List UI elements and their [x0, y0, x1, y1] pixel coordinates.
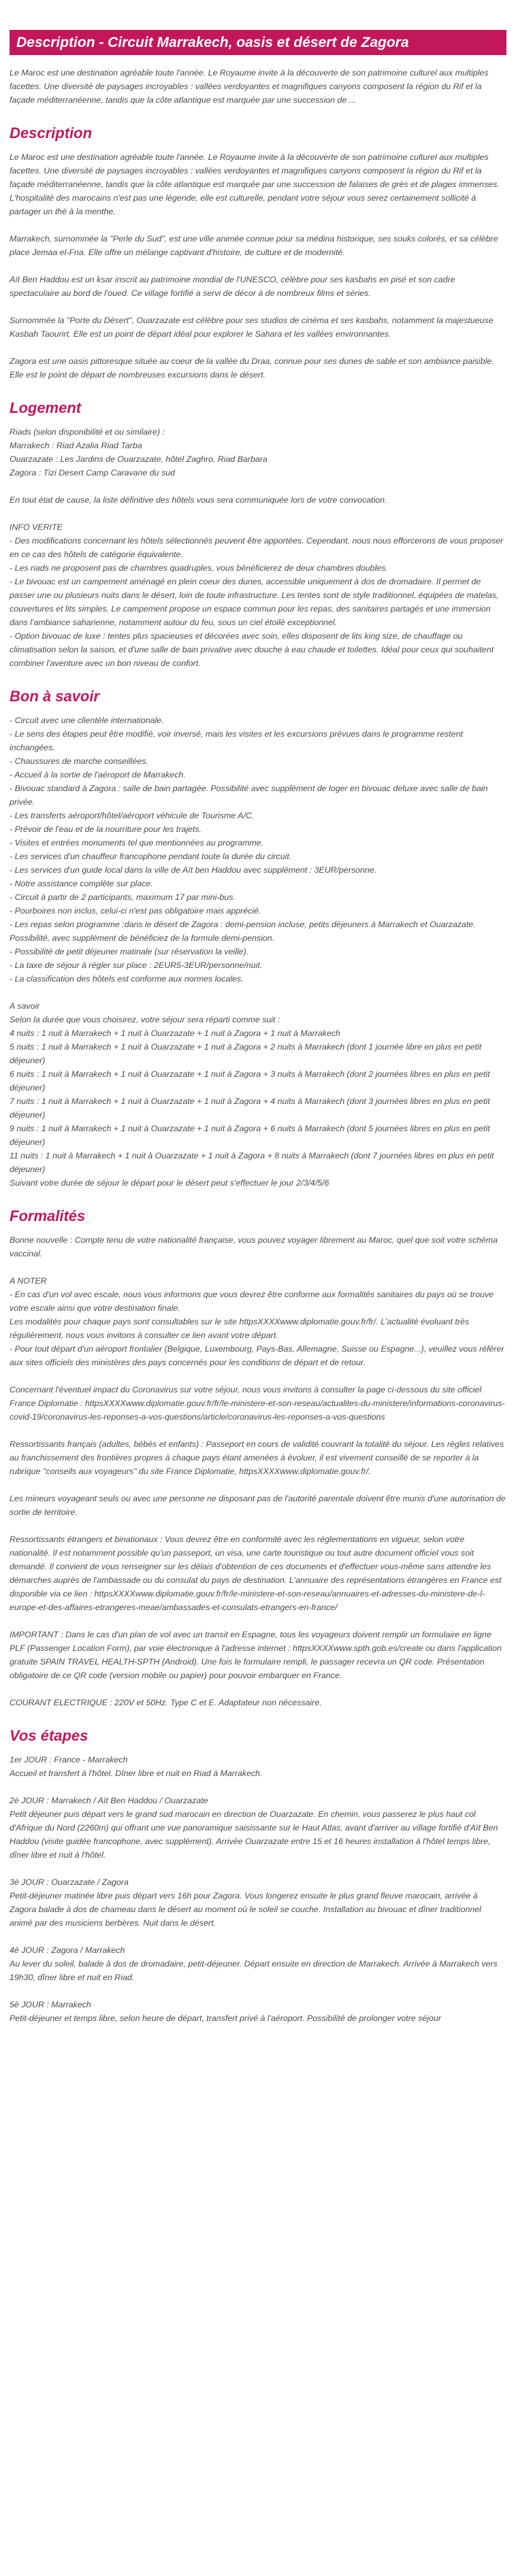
bon-a-savoir-item: - Notre assistance complète sur place.	[10, 879, 153, 888]
info-verite	[10, 520, 506, 670]
a-savoir-line: 9 nuits : 1 nuit à Marrakech + 1 nuit à Ouarzazate + 1 nuit à Zagora + 6 nuits à Marrakech (dont 5 journées libres en plus en petit déjeuner)	[10, 1124, 490, 1147]
a-savoir-line: Suivant votre durée de séjour le départ pour le désert peut s'effectuer le jour 2/3/4/5/6	[10, 1178, 329, 1188]
page-title: Description - Circuit Marrakech, oasis et désert de Zagora	[10, 30, 506, 55]
etape-day-title: 3è JOUR : Ouarzazate / Zagora	[10, 1877, 129, 1887]
etape-day-text: Petit-déjeuner matinée libre puis départ vers 16h pour Zagora. Vous longerez ensuite le plus grand fleuve marocain, arrivée à Zagora balade à dos de chameau dans le désert au moment où le soleil se couche. Installation au bivouac et dîner traditionnel animé par des musiciens berbères. Nuit dans le désert.	[10, 1891, 481, 1928]
bon-a-savoir-list	[10, 714, 506, 986]
a-savoir-line: 7 nuits : 1 nuit à Marrakech + 1 nuit à Ouarzazate + 1 nuit à Zagora + 4 nuits à Marrakech (dont 3 journées libres en plus en petit déjeuner)	[10, 1097, 490, 1120]
section-heading-vos-etapes: Vos étapes	[10, 1727, 88, 1744]
bon-a-savoir-item: - Possibilité de petit déjeuner matinale (sur réservation la veille).	[10, 947, 249, 956]
bon-a-savoir-item: - Les services d'un guide local dans la ville de Aït ben Haddou avec supplément : 3EUR/personne.	[10, 865, 377, 875]
section-heading-description: Description	[10, 124, 93, 141]
etape-day-text: Au lever du soleil, balade à dos de dromadaire, petit-déjeuner. Départ ensuite en direction de Marrakech. Arrivée à Marrakech vers 19h30, dîner libre et nuit en Riad.	[10, 1959, 498, 1982]
bon-a-savoir-item: - Les repas selon programme :dans le désert de Zagora : demi-pension incluse, petits déjeuners à Marrakech et Ouarzazate. Possibilité, avec supplément de bénéficiez de la formule demi-pension.	[10, 920, 476, 943]
bon-a-savoir-item: - Circuit avec une clientèle internationale.	[10, 716, 164, 725]
a-noter-line: - Pour tout départ d'un aéroport frontalier (Belgique, Luxembourg, Pays-Bas, Allemagne, Suisse ou Espagne...), veuillez vous référer aux sites officiels des ministères des pays concernés pour les conditions de départ et de retour.	[10, 1344, 504, 1367]
page	[0, 30, 516, 2025]
description-paragraph: Surnommée la "Porte du Désert", Ouarzazate est célèbre pour ses studios de cinéma et ses kasbahs, notamment la majestueuse Kasbah Taourirt. Elle est un point de départ idéal pour explorer le Sahara et les vallées environnantes.	[10, 316, 494, 339]
description-paragraph: Marrakech, surnommée la "Perle du Sud", est une ville animée connue pour sa médina historique, ses souks colorés, et sa célèbre place Jemaa el-Fna. Elle offre un mélange captivant d'histoire, de culture et de modernité.	[10, 234, 498, 257]
bon-a-savoir-item: - Pourboires non inclus, celui-ci n'est pas obligatoire mais apprécié.	[10, 906, 261, 916]
etape-day-text: Accueil et transfert à l'hôtel. Dîner libre et nuit en Riad à Marrakech.	[10, 1769, 263, 1778]
description-paragraph: Aït Ben Haddou est un ksar inscrit au patrimoine mondial de l'UNESCO, célèbre pour ses kasbahs en pisé et son cadre spectaculaire au bord de l'oued. Ce village fortifié a servi de décor à de nombreux films et séries.	[10, 275, 455, 298]
formalites-intro: Bonne nouvelle : Compte tenu de votre nationalité française, vous pouvez voyager librement au Maroc, quel que soit votre schéma vaccinal.	[10, 1235, 498, 1258]
logement-line: Riads (selon disponibilité et ou similaire) :	[10, 427, 165, 437]
formalites-paragraph: Ressortissants étrangers et binationaux : Vous devrez être en conformité avec les réglementations en vigueur, selon votre nationalité. Il est notamment possible qu'un passeport, un visa, une carte touristique ou tout autre document officiel vous soit demandé. Il convient de vous renseigner sur les délais d'obtention de ces documents et d'effectuer vous-même sans attendre les démarches auprès de l'ambassade ou du consulat du pays de destination. L'annuaire des représentations étrangères en France est disponible via ce lien : httpsXXXXwww.diplomatie.gouv.fr/fr/le-ministere-et-son-reseau/annuaires-et-adresses-du-ministere-de-l-europe-et-des-affaires-etrangeres-meae/ambassades-et-consulats-etrangers-en-france/	[10, 1535, 502, 1612]
a-savoir-line: 5 nuits : 1 nuit à Marrakech + 1 nuit à Ouarzazate + 1 nuit à Zagora + 2 nuits à Marrakech (dont 1 journée libre en plus en petit déjeuner)	[10, 1042, 482, 1065]
a-savoir-line: 4 nuits : 1 nuit à Marrakech + 1 nuit à Ouarzazate + 1 nuit à Zagora + 1 nuit à Marrakech	[10, 1028, 340, 1038]
etape-day-title: 1er JOUR : France - Marrakech	[10, 1755, 128, 1764]
formalites-paragraph: COURANT ELECTRIQUE : 220V et 50Hz. Type C et E. Adaptateur non nécessaire.	[10, 1698, 322, 1707]
etape-day	[10, 1998, 506, 2025]
bon-a-savoir-item: - Chaussures de marche conseillées.	[10, 756, 148, 766]
info-verite-line: - Des modifications concernant les hôtels sélectionnés peuvent être apportées. Cependant, nous nous efforcerons de vous proposer en ce cas des hôtels de catégorie équivalente.	[10, 536, 504, 559]
etape-day	[10, 1943, 506, 1984]
bon-a-savoir-item: - Les services d'un chauffeur francophone pendant toute la durée du circuit.	[10, 852, 292, 861]
etape-day	[10, 1753, 506, 1780]
a-savoir-line: 6 nuits : 1 nuit à Marrakech + 1 nuit à Ouarzazate + 1 nuit à Zagora + 3 nuits à Marrakech (dont 2 journées libres en plus en petit déjeuner)	[10, 1069, 490, 1092]
etape-day-title: 5è JOUR : Marrakech	[10, 2000, 91, 2009]
formalites-paragraph: Concernant l'éventuel impact du Coronavirus sur votre séjour, nous vous invitons à consulter la page ci-dessous du site officiel France Diplomatie : httpsXXXXwww.diplomatie.gouv.fr/fr/le-ministere-et-son-reseau/actualites-du-ministere/informations-coronavirus-covid-19/coronavirus-les-reponses-a-vos-questions/article/coronavirus-les-reponses-a-vos-questions	[10, 1385, 505, 1422]
etape-day	[10, 1875, 506, 1930]
formalites-paragraph: IMPORTANT : Dans le cas d'un plan de vol avec un transit en Espagne, tous les voyageurs doivent remplir un formulaire en ligne PLF (Passenger Location Form), par voie électronique à l'adresse internet : httpsXXXXwww.spth.gob.es/create ou dans l'application gratuite SPAIN TRAVEL HEALTH-SPTH (Android). Une fois le formulaire rempli, le passager recevra un QR code. Présentation obligatoire de ce QR code (version mobile ou papier) pour pouvoir embarquer en France.	[10, 1630, 502, 1680]
bon-a-savoir-item: - Prévoir de l'eau et de la nourriture pour les trajets.	[10, 824, 201, 834]
intro-text: Le Maroc est une destination agréable toute l'année. Le Royaume invite à la découverte de son patrimoine culturel aux multiples facettes. Une diversité de paysages incroyables : vallées verdoyantes et magnifiques canyons composent la région du Rif et la façade méditerranéenne, tandis que la côte atlantique est marquée par une succession de ...	[10, 68, 489, 105]
a-savoir-title: A savoir	[10, 1001, 40, 1011]
bon-a-savoir-item: - Visites et entrées monuments tel que mentionnées au programme.	[10, 838, 264, 848]
info-verite-title: INFO VERITE	[10, 522, 63, 532]
a-noter-line: Les modalités pour chaque pays sont consultables sur le site httpsXXXXwww.diplomatie.gouv.fr/fr/. L'actualité évoluant très régulièrement, nous vous invitons à consulter ce lien avant votre départ.	[10, 1317, 470, 1340]
a-savoir-block	[10, 999, 506, 1190]
info-verite-line: - Option bivouac de luxe : tentes plus spacieuses et décorées avec soin, elles disposent de lits king size, de chauffage ou climatisation selon la saison, et d'une salle de bain privative avec douche à eau chaude et toilettes. Idéal pour ceux qui souhaitent combiner l'aventure avec un bon niveau de confort.	[10, 631, 494, 668]
description-paragraph: Le Maroc est une destination agréable toute l'année. Le Royaume invite à la découverte de son patrimoine culturel aux multiples facettes. Une diversité de paysages incroyables : vallées verdoyantes et magnifiques canyons composent la région du Rif et la façade méditerranéenne, tandis que la côte atlantique est marquée par une succession de falaises de grès et de plages immenses. L'hospitalité des marocains n'est pas une légende, elle est culturelle, pendant votre séjour vous serez certainement sollicité à partager un thé à la menthe.	[10, 152, 500, 216]
section-heading-logement: Logement	[10, 399, 82, 416]
bon-a-savoir-item: - Le sens des étapes peut être modifié, voir inversé, mais les visites et les excursions prévues dans le programme restent inchangées.	[10, 729, 463, 752]
bon-a-savoir-item: - Circuit à partir de 2 participants, maximum 17 par mini-bus.	[10, 892, 236, 902]
a-savoir-line: 11 nuits : 1 nuit à Marrakech + 1 nuit à Ouarzazate + 1 nuit à Zagora + 8 nuits à Marrakech (dont 7 journées libres en plus en petit déjeuner)	[10, 1151, 494, 1174]
a-savoir-line: Selon la durée que vous choisirez, votre séjour sera réparti comme suit :	[10, 1015, 280, 1024]
section-heading-formalites: Formalités	[10, 1207, 86, 1224]
logement-line: Ouarzazate : Les Jardins de Ouarzazate, hôtel Zaghro, Riad Barbara	[10, 454, 268, 464]
formalites-paragraph: Ressortissants français (adultes, bébés et enfants) : Passeport en cours de validité couvrant la totalité du séjour. Les règles relatives au franchissement des frontières propres à chaque pays étant amenées à évoluer, il est vivement conseillé de se reporter à la rubrique "conseils aux voyageurs" du site France Diplomatie, httpsXXXXwww.diplomatie.gouv.fr/.	[10, 1439, 504, 1476]
logement-line: Marrakech : Riad Azalia Riad Tarba	[10, 441, 142, 450]
bon-a-savoir-item: - Accueil à la sortie de l'aéroport de Marrakech.	[10, 770, 186, 780]
info-verite-line: - Le bivouac est un campement aménagé en plein coeur des dunes, accessible uniquement à dos de dromadaire. Il permet de passer une ou plusieurs nuits dans le désert, loin de toute infrastructure. Les tentes sont de style traditionnel, équipées de matelas, couvertures et lits simples. Le campement propose un espace commun pour les repas, des sanitaires partagés et une immersion dans l'ambiance saharienne, notamment autour du feu, sous un ciel étoilé exceptionnel.	[10, 577, 499, 627]
section-heading-bon-a-savoir: Bon à savoir	[10, 688, 100, 705]
bon-a-savoir-item: - Bivouac standard à Zagora : salle de bain partagée. Possibilité avec supplément de loger en bivouac deluxe avec salle de bain privée.	[10, 784, 488, 807]
etape-day-text: Petit déjeuner puis départ vers le grand sud marocain en direction de Ouarzazate. En chemin, vous passerez le plus haut col d'Afrique du Nord (2260m) qui offrant une vue panoramique saisissante sur le Haut Atlas, avant d'arriver au village fortifié d'Aït Ben Haddou (visite guidée francophone, avec supplément). Arrivée Ouarzazate entre 15 et 16 heures installation à l'hôtel temps libre, dîner libre et nuit à l'hôtel.	[10, 1809, 498, 1860]
bon-a-savoir-item: - La classification des hôtels est conforme aux normes locales.	[10, 974, 244, 984]
etape-day-title: 2è JOUR : Marrakech / Aït Ben Haddou / Ouarzazate	[10, 1796, 208, 1805]
description-paragraph: Zagora est une oasis pittoresque située au coeur de la vallée du Draa, connue pour ses dunes de sable et son ambiance paisible. Elle est le point de départ de nombreuses excursions dans le désert.	[10, 356, 494, 380]
info-verite-line: - Les riads ne proposent pas de chambres quadruples, vous bénéficierez de deux chambres doubles.	[10, 563, 388, 573]
bon-a-savoir-item: - Les transferts aéroport/hôtel/aéroport véhicule de Tourisme A/C.	[10, 811, 255, 820]
a-noter-title: A NOTER	[10, 1276, 47, 1286]
logement-list	[10, 425, 506, 480]
etape-day-title: 4è JOUR : Zagora / Marrakech	[10, 1945, 125, 1955]
formalites-paragraph: Les mineurs voyageant seuls ou avec une personne ne disposant pas de l'autorité parentale doivent être munis d'une autorisation de sortie de territoire.	[10, 1494, 506, 1517]
a-noter-line: - En cas d'un vol avec escale, nous vous informons que vous devrez être conforme aux formalités sanitaires du pays où se trouve votre escale ainsi que votre destination finale.	[10, 1290, 494, 1313]
etape-day-text: Petit-déjeuner et temps libre, selon heure de départ, transfert privé à l'aéroport. Possibilité de prolonger votre séjour	[10, 2013, 441, 2023]
a-noter-block	[10, 1274, 506, 1369]
etape-day	[10, 1794, 506, 1862]
bon-a-savoir-item: - La taxe de séjour à régler sur place : 2EUR5-3EUR/personne/nuit.	[10, 960, 263, 970]
logement-line: Zagora : Tizi Desert Camp Caravane du sud	[10, 468, 175, 478]
logement-note: En tout état de cause, la liste définitive des hôtels vous sera communiquée lors de votre convocation.	[10, 495, 387, 505]
